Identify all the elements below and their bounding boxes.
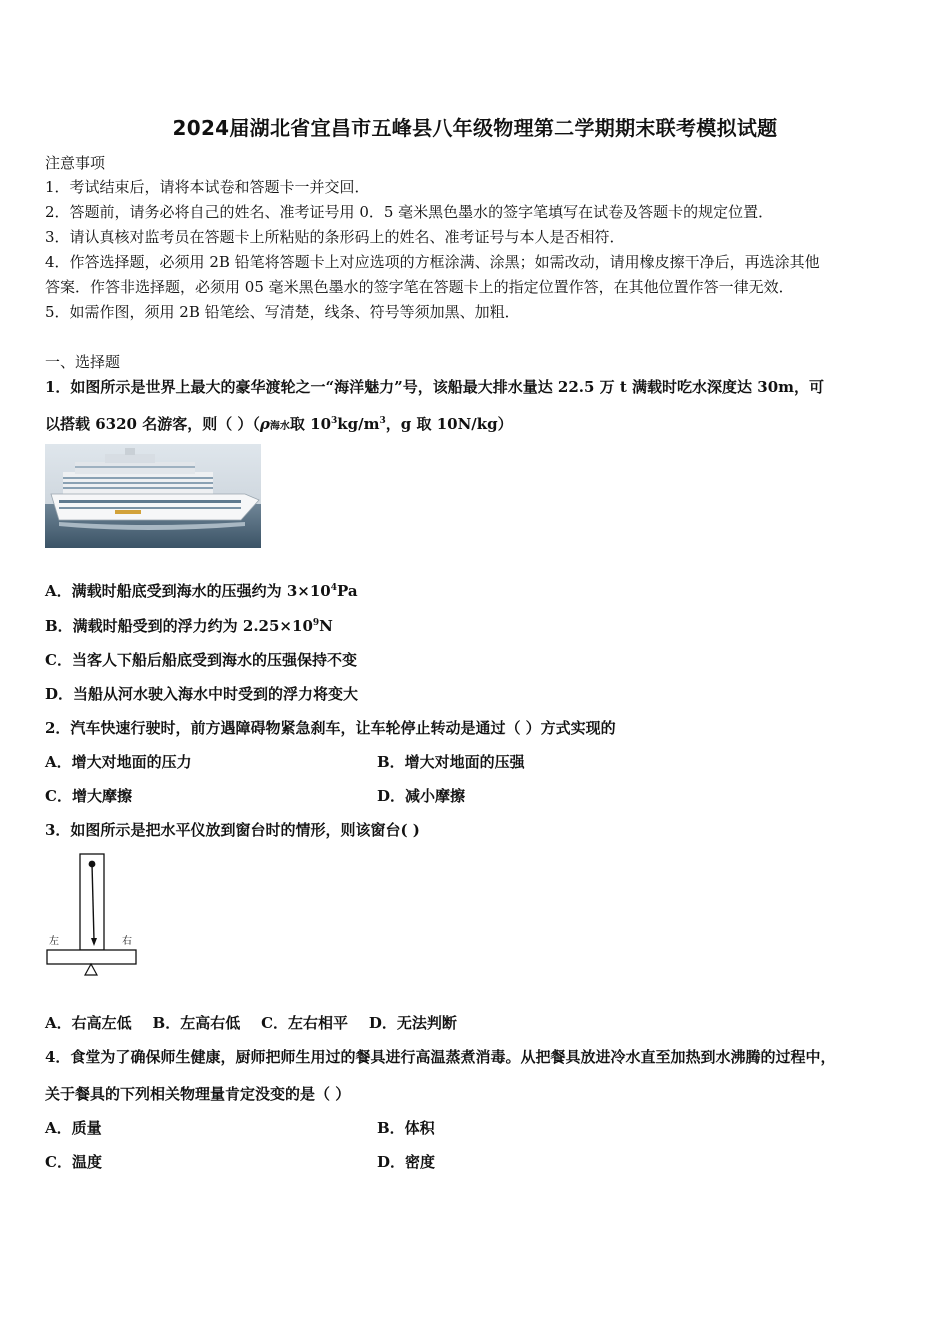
q4-option-c: C．温度 (45, 1153, 102, 1171)
q2-option-a: A．增大对地面的压力 (45, 753, 192, 771)
notice-item-5: 5．如需作图，须用 2B 铅笔绘、写清楚，线条、符号等须加黑、加粗． (45, 303, 520, 321)
notice-heading: 注意事项 (45, 154, 106, 172)
q1-option-d: D．当船从河水驶入海水中时受到的浮力将变大 (45, 685, 359, 703)
spirit-level-figure (44, 852, 144, 980)
q2-stem: 2．汽车快速行驶时，前方遇障碍物紧急刹车，让车轮停止转动是通过（ ）方式实现的 (45, 719, 616, 737)
notice-item-4: 4．作答选择题，必须用 2B 铅笔将答题卡上对应选项的方框涂满、涂黑；如需改动，请用橡皮擦干净后，再选涂其他 (45, 253, 820, 271)
section-heading: 一、选择题 (45, 353, 121, 371)
q1-option-a (45, 581, 358, 601)
q1-option-b-sup: 9 (312, 618, 320, 628)
q1-line2-unit: kg/m (337, 415, 380, 433)
q3-stem: 3．如图所示是把水平仪放到窗台时的情形，则该窗台( ) (45, 821, 420, 839)
q1-option-b-unit: N (319, 617, 333, 635)
rho-symbol: ρ (259, 415, 270, 433)
q3-options: A．右高左低 B．左高右低 C．左右相平 D．无法判断 (45, 1014, 457, 1032)
q2-option-c: C．增大摩擦 (45, 787, 132, 805)
q1-option-a-sup: 4 (330, 583, 338, 593)
q1-line2-post: ，g 取 10N/kg） (385, 415, 513, 433)
q1-option-b (45, 616, 333, 636)
q1-option-a-unit: Pa (337, 582, 358, 600)
plumb-level-diagram (44, 852, 144, 980)
notice-item-2: 2．答题前，请务必将自己的姓名、准考证号用 0．5 毫米黑色墨水的签字笔填写在试卷及答题卡的规定位置． (45, 203, 774, 221)
cruise-ship-figure (45, 444, 261, 548)
q1-line2-pre: 以搭载 6320 名游客，则（ ）（ (45, 415, 260, 433)
q1-option-b-text: B．满载时船受到的浮力约为 2.25×10 (45, 617, 313, 635)
notice-item-1: 1．考试结束后，请将本试卷和答题卡一并交回． (45, 178, 370, 196)
q1-stem-line2 (45, 414, 513, 437)
q4-option-b: B．体积 (377, 1119, 435, 1137)
q2-option-d: D．减小摩擦 (377, 787, 466, 805)
q1-option-c: C．当客人下船后船底受到海水的压强保持不变 (45, 651, 357, 669)
fig-label-left: 左 (49, 936, 59, 947)
q2-option-b: B．增大对地面的压强 (377, 753, 525, 771)
page-title: 2024届湖北省宜昌市五峰县八年级物理第二学期期末联考模拟试题 (172, 116, 778, 140)
rho-subscript: 海水 (269, 421, 290, 432)
q1-stem-line1: 1．如图所示是世界上最大的豪华渡轮之一“海洋魅力”号，该船最大排水量达 22.5 万 t 满载时吃水深度达 30m，可 (45, 378, 825, 396)
q4-option-a: A．质量 (45, 1119, 102, 1137)
cruise-ship-photo (45, 444, 261, 548)
notice-item-3: 3．请认真核对监考员在答题卡上所粘贴的条形码上的姓名、准考证号与本人是否相符． (45, 228, 625, 246)
fig-label-right: 右 (122, 936, 132, 947)
q1-line2-sup: 3 (331, 416, 338, 426)
q1-line2-mid: 取 10 (289, 415, 332, 433)
q4-option-d: D．密度 (377, 1153, 436, 1171)
q4-stem-line1: 4．食堂为了确保师生健康，厨师把师生用过的餐具进行高温蒸煮消毒。从把餐具放进冷水直至加热到水沸腾的过程中， (45, 1048, 836, 1066)
q1-line2-unit-sup: 3 (379, 416, 386, 426)
q1-option-a-text: A．满载时船底受到海水的压强约为 3×10 (45, 582, 331, 600)
notice-item-4-cont: 答案．作答非选择题，必须用 05 毫米黑色墨水的签字笔在答题卡上的指定位置作答，在其他位置作答一律无效． (45, 278, 794, 296)
q4-stem-line2: 关于餐具的下列相关物理量肯定没变的是（ ） (45, 1085, 351, 1103)
